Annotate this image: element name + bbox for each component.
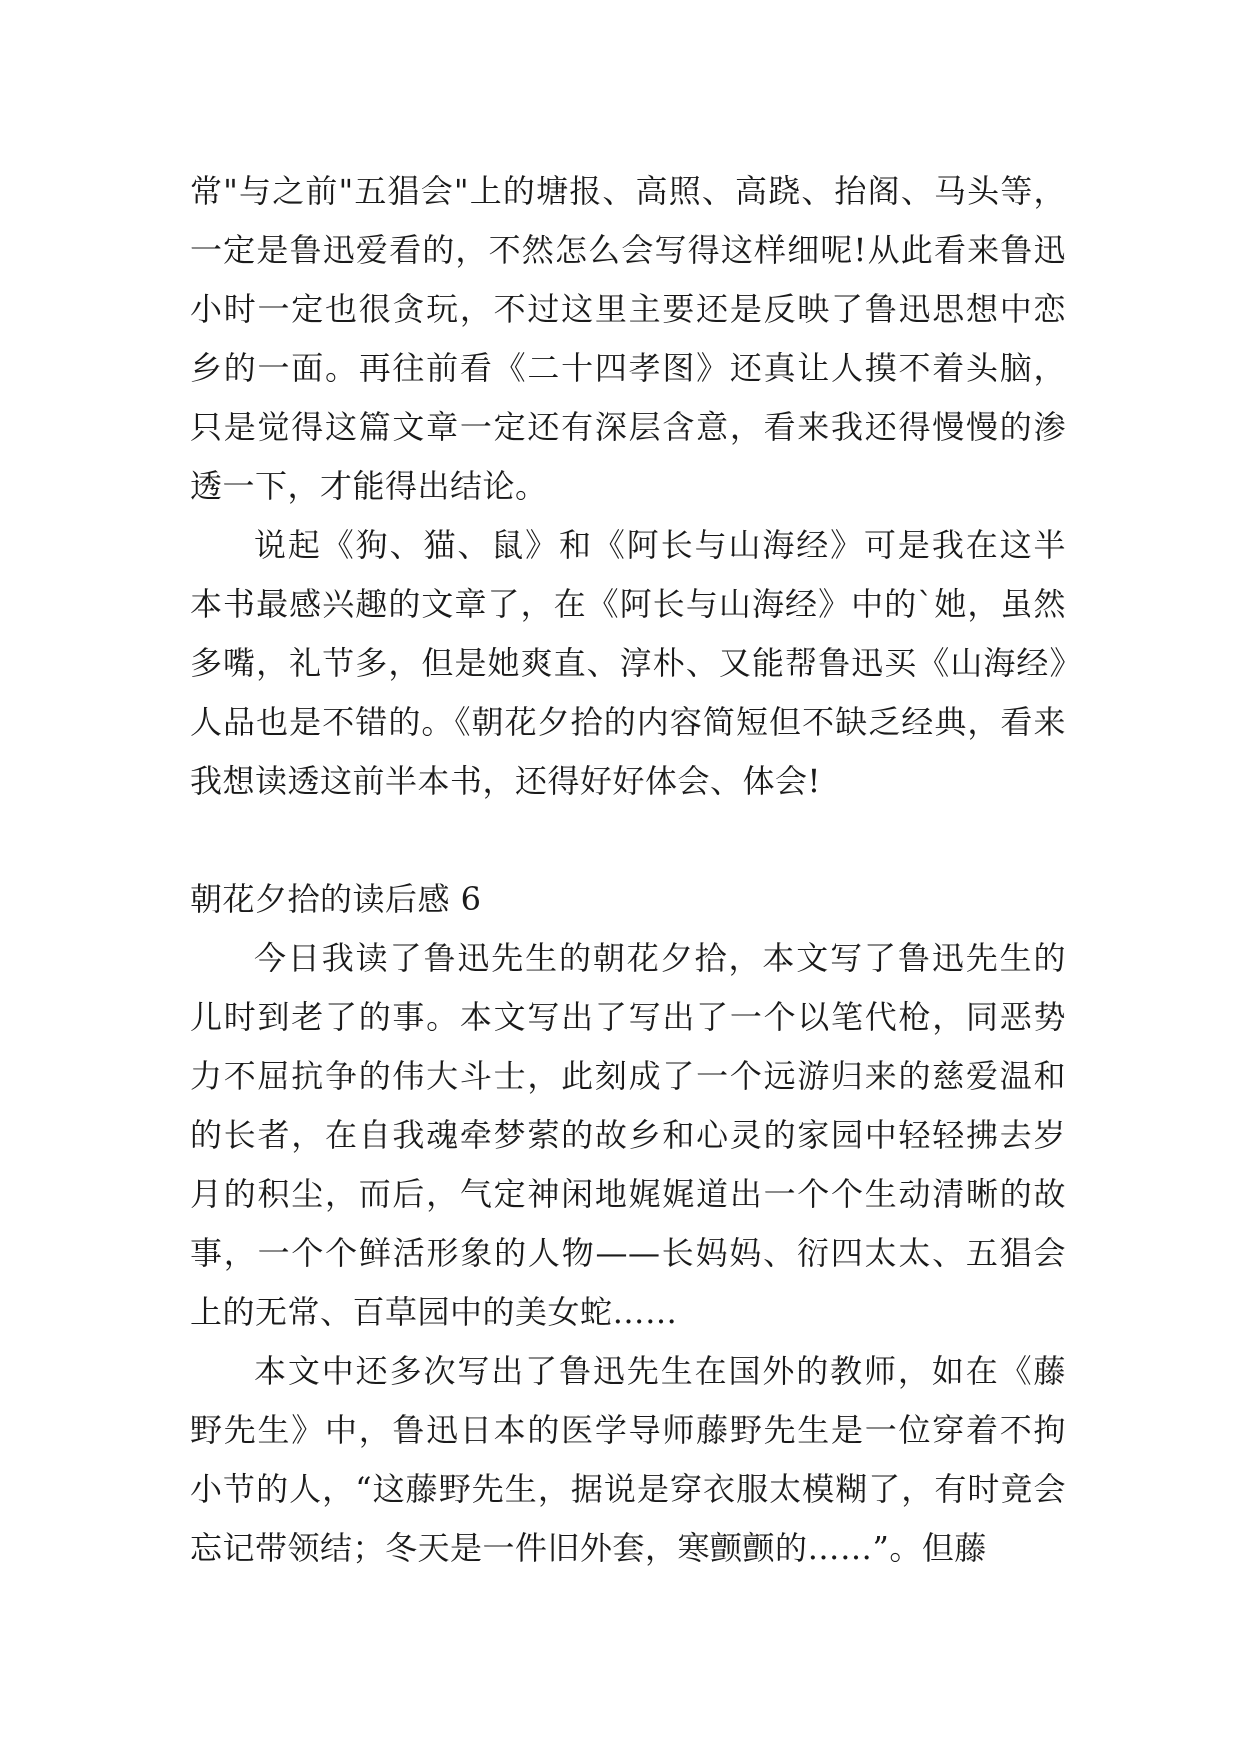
paragraph: 说起《狗、猫、鼠》和《阿长与山海经》可是我在这半本书最感兴趣的文章了，在《阿长与山海经》中的`她，虽然多嘴，礼节多，但是她爽直、淳朴、又能帮鲁迅买《山海经》人品也是不错的。《朝花夕拾的内容简短但不缺乏经典，看来我想读透这前半本书，还得好好体会、体会! [190,526,1066,800]
section-gap [190,811,1066,870]
document-body [190,162,1066,1578]
paragraph: 本文中还多次写出了鲁迅先生在国外的教师，如在《藤野先生》中，鲁迅日本的医学导师藤野先生是一位穿着不拘小节的人，“这藤野先生，据说是穿衣服太模糊了，有时竟会忘记带领结；冬天是一件旧外套，寒颤颤的……”。但藤 [190,1352,1066,1567]
section-title: 朝花夕拾的读后感 6 [190,880,482,918]
paragraph-continued: 常"与之前"五猖会"上的塘报、高照、高跷、抬阁、马头等，一定是鲁迅爱看的，不然怎么会写得这样细呢!从此看来鲁迅小时一定也很贪玩，不过这里主要还是反映了鲁迅思想中恋乡的一面。再往前看《二十四孝图》还真让人摸不着头脑，只是觉得这篇文章一定还有深层含意，看来我还得慢慢的渗透一下，才能得出结论。 [190,172,1066,505]
paragraph: 今日我读了鲁迅先生的朝花夕拾，本文写了鲁迅先生的儿时到老了的事。本文写出了写出了一个以笔代枪，同恶势力不屈抗争的伟大斗士，此刻成了一个远游归来的慈爱温和的长者，在自我魂牵梦萦的故乡和心灵的家园中轻轻拂去岁月的积尘，而后，气定神闲地娓娓道出一个个生动清晰的故事，一个个鲜活形象的人物——长妈妈、衍四太太、五猖会上的无常、百草园中的美女蛇…… [190,939,1066,1331]
